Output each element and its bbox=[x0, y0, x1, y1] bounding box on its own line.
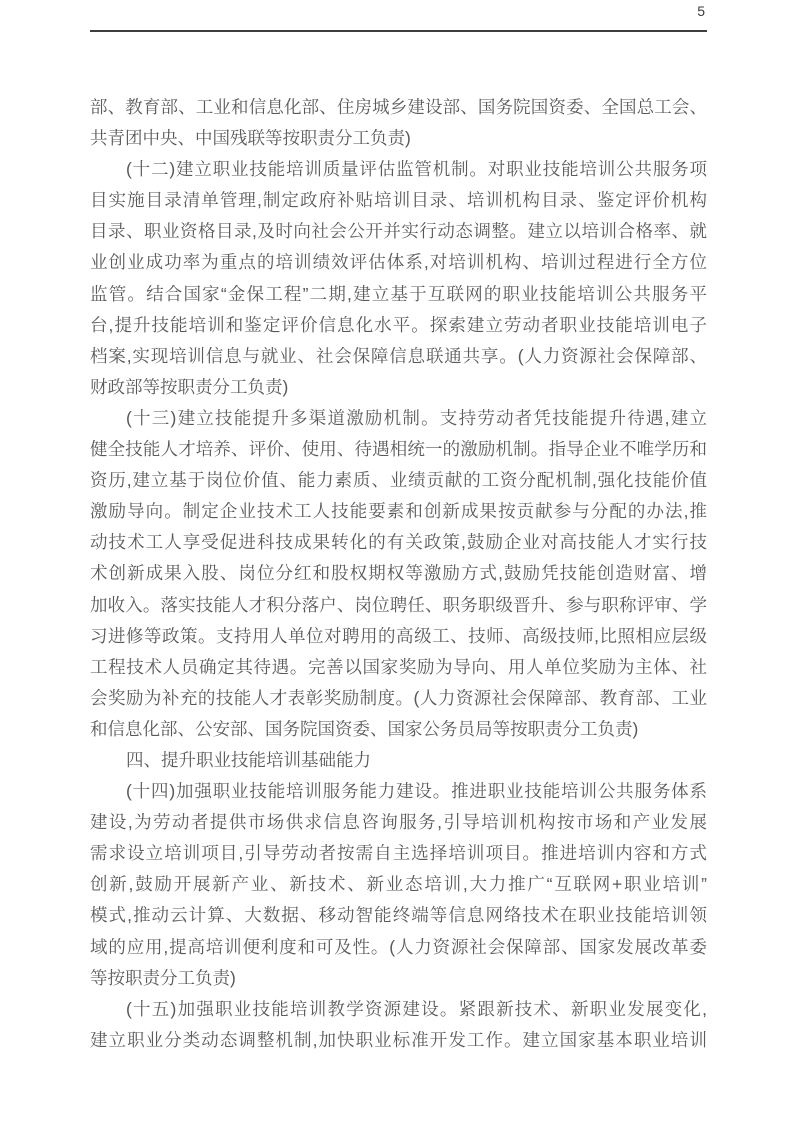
text-line: 业创业成功率为重点的培训绩效评估体系,对培训机构、培训过程进行全方位 bbox=[90, 252, 707, 273]
paragraph-start-line: (十五)加强职业技能培训教学资源建设。紧跟新技术、新职业发展变化, bbox=[126, 998, 707, 1019]
text-line: 习进修等政策。支持用人单位对聘用的高级工、技师、高级技师,比照相应层级 bbox=[90, 625, 707, 646]
text-line: 部、教育部、工业和信息化部、住房城乡建设部、国务院国资委、全国总工会、 bbox=[90, 97, 707, 117]
text-line: 工程技术人员确定其待遇。完善以国家奖励为导向、用人单位奖励为主体、社 bbox=[90, 656, 707, 677]
text-line: 和信息化部、公安部、国务院国资委、国家公务员局等按职责分工负责) bbox=[90, 718, 639, 739]
text-line: 台,提升技能培训和鉴定评价信息化水平。探索建立劳动者职业技能培训电子 bbox=[90, 314, 707, 335]
paragraph-start-line: (十四)加强职业技能培训服务能力建设。推进职业技能培训公共服务体系 bbox=[126, 781, 707, 802]
text-line: 激励导向。制定企业技术工人技能要素和创新成果按贡献参与分配的办法,推 bbox=[90, 501, 707, 522]
document-body bbox=[90, 92, 707, 1056]
text-line: 建立职业分类动态调整机制,加快职业标准开发工作。建立国家基本职业培训 bbox=[90, 1029, 707, 1050]
text-line: 等按职责分工负责) bbox=[90, 967, 236, 988]
text-line: 资历,建立基于岗位价值、能力素质、业绩贡献的工资分配机制,强化技能价值 bbox=[90, 470, 707, 491]
text-line: 动技术工人享受促进科技成果转化的有关政策,鼓励企业对高技能人才实行技 bbox=[90, 532, 707, 553]
text-line: 域的应用,提高培训便利度和可及性。(人力资源社会保障部、国家发展改革委 bbox=[90, 936, 707, 957]
text-line: 档案,实现培训信息与就业、社会保障信息联通共享。(人力资源社会保障部、 bbox=[90, 345, 707, 366]
text-line: 财政部等按职责分工负责) bbox=[90, 376, 289, 397]
text-line: 共青团中央、中国残联等按职责分工负责) bbox=[90, 128, 411, 149]
text-line: 目实施目录清单管理,制定政府补贴培训目录、培训机构目录、鉴定评价机构 bbox=[90, 190, 707, 211]
text-line: 术创新成果入股、岗位分红和股权期权等激励方式,鼓励凭技能创造财富、增 bbox=[90, 563, 707, 584]
section-heading: 四、提升职业技能培训基础能力 bbox=[126, 749, 371, 770]
paragraph-start-line: (十三)建立技能提升多渠道激励机制。支持劳动者凭技能提升待遇,建立 bbox=[126, 407, 707, 428]
text-line: 健全技能人才培养、评价、使用、待遇相统一的激励机制。指导企业不唯学历和 bbox=[90, 439, 707, 460]
text-line: 模式,推动云计算、大数据、移动智能终端等信息网络技术在职业技能培训领 bbox=[90, 905, 707, 926]
text-line: 监管。结合国家“金保工程”二期,建立基于互联网的职业技能培训公共服务平 bbox=[90, 283, 707, 304]
text-line: 会奖励为补充的技能人才表彰奖励制度。(人力资源社会保障部、教育部、工业 bbox=[90, 687, 707, 708]
paragraph-start-line: (十二)建立职业技能培训质量评估监管机制。对职业技能培训公共服务项 bbox=[126, 159, 707, 180]
text-line: 创新,鼓励开展新产业、新技术、新业态培训,大力推广“互联网+职业培训” bbox=[90, 874, 707, 895]
header-rule bbox=[90, 30, 707, 32]
text-line: 加收入。落实技能人才积分落户、岗位聘任、职务职级晋升、参与职称评审、学 bbox=[90, 594, 707, 615]
page-number: 5 bbox=[697, 3, 705, 19]
text-line: 建设,为劳动者提供市场供求信息咨询服务,引导培训机构按市场和产业发展 bbox=[90, 812, 707, 833]
text-line: 需求设立培训项目,引导劳动者按需自主选择培训项目。推进培训内容和方式 bbox=[90, 843, 707, 864]
text-line: 目录、职业资格目录,及时向社会公开并实行动态调整。建立以培训合格率、就 bbox=[90, 221, 707, 242]
